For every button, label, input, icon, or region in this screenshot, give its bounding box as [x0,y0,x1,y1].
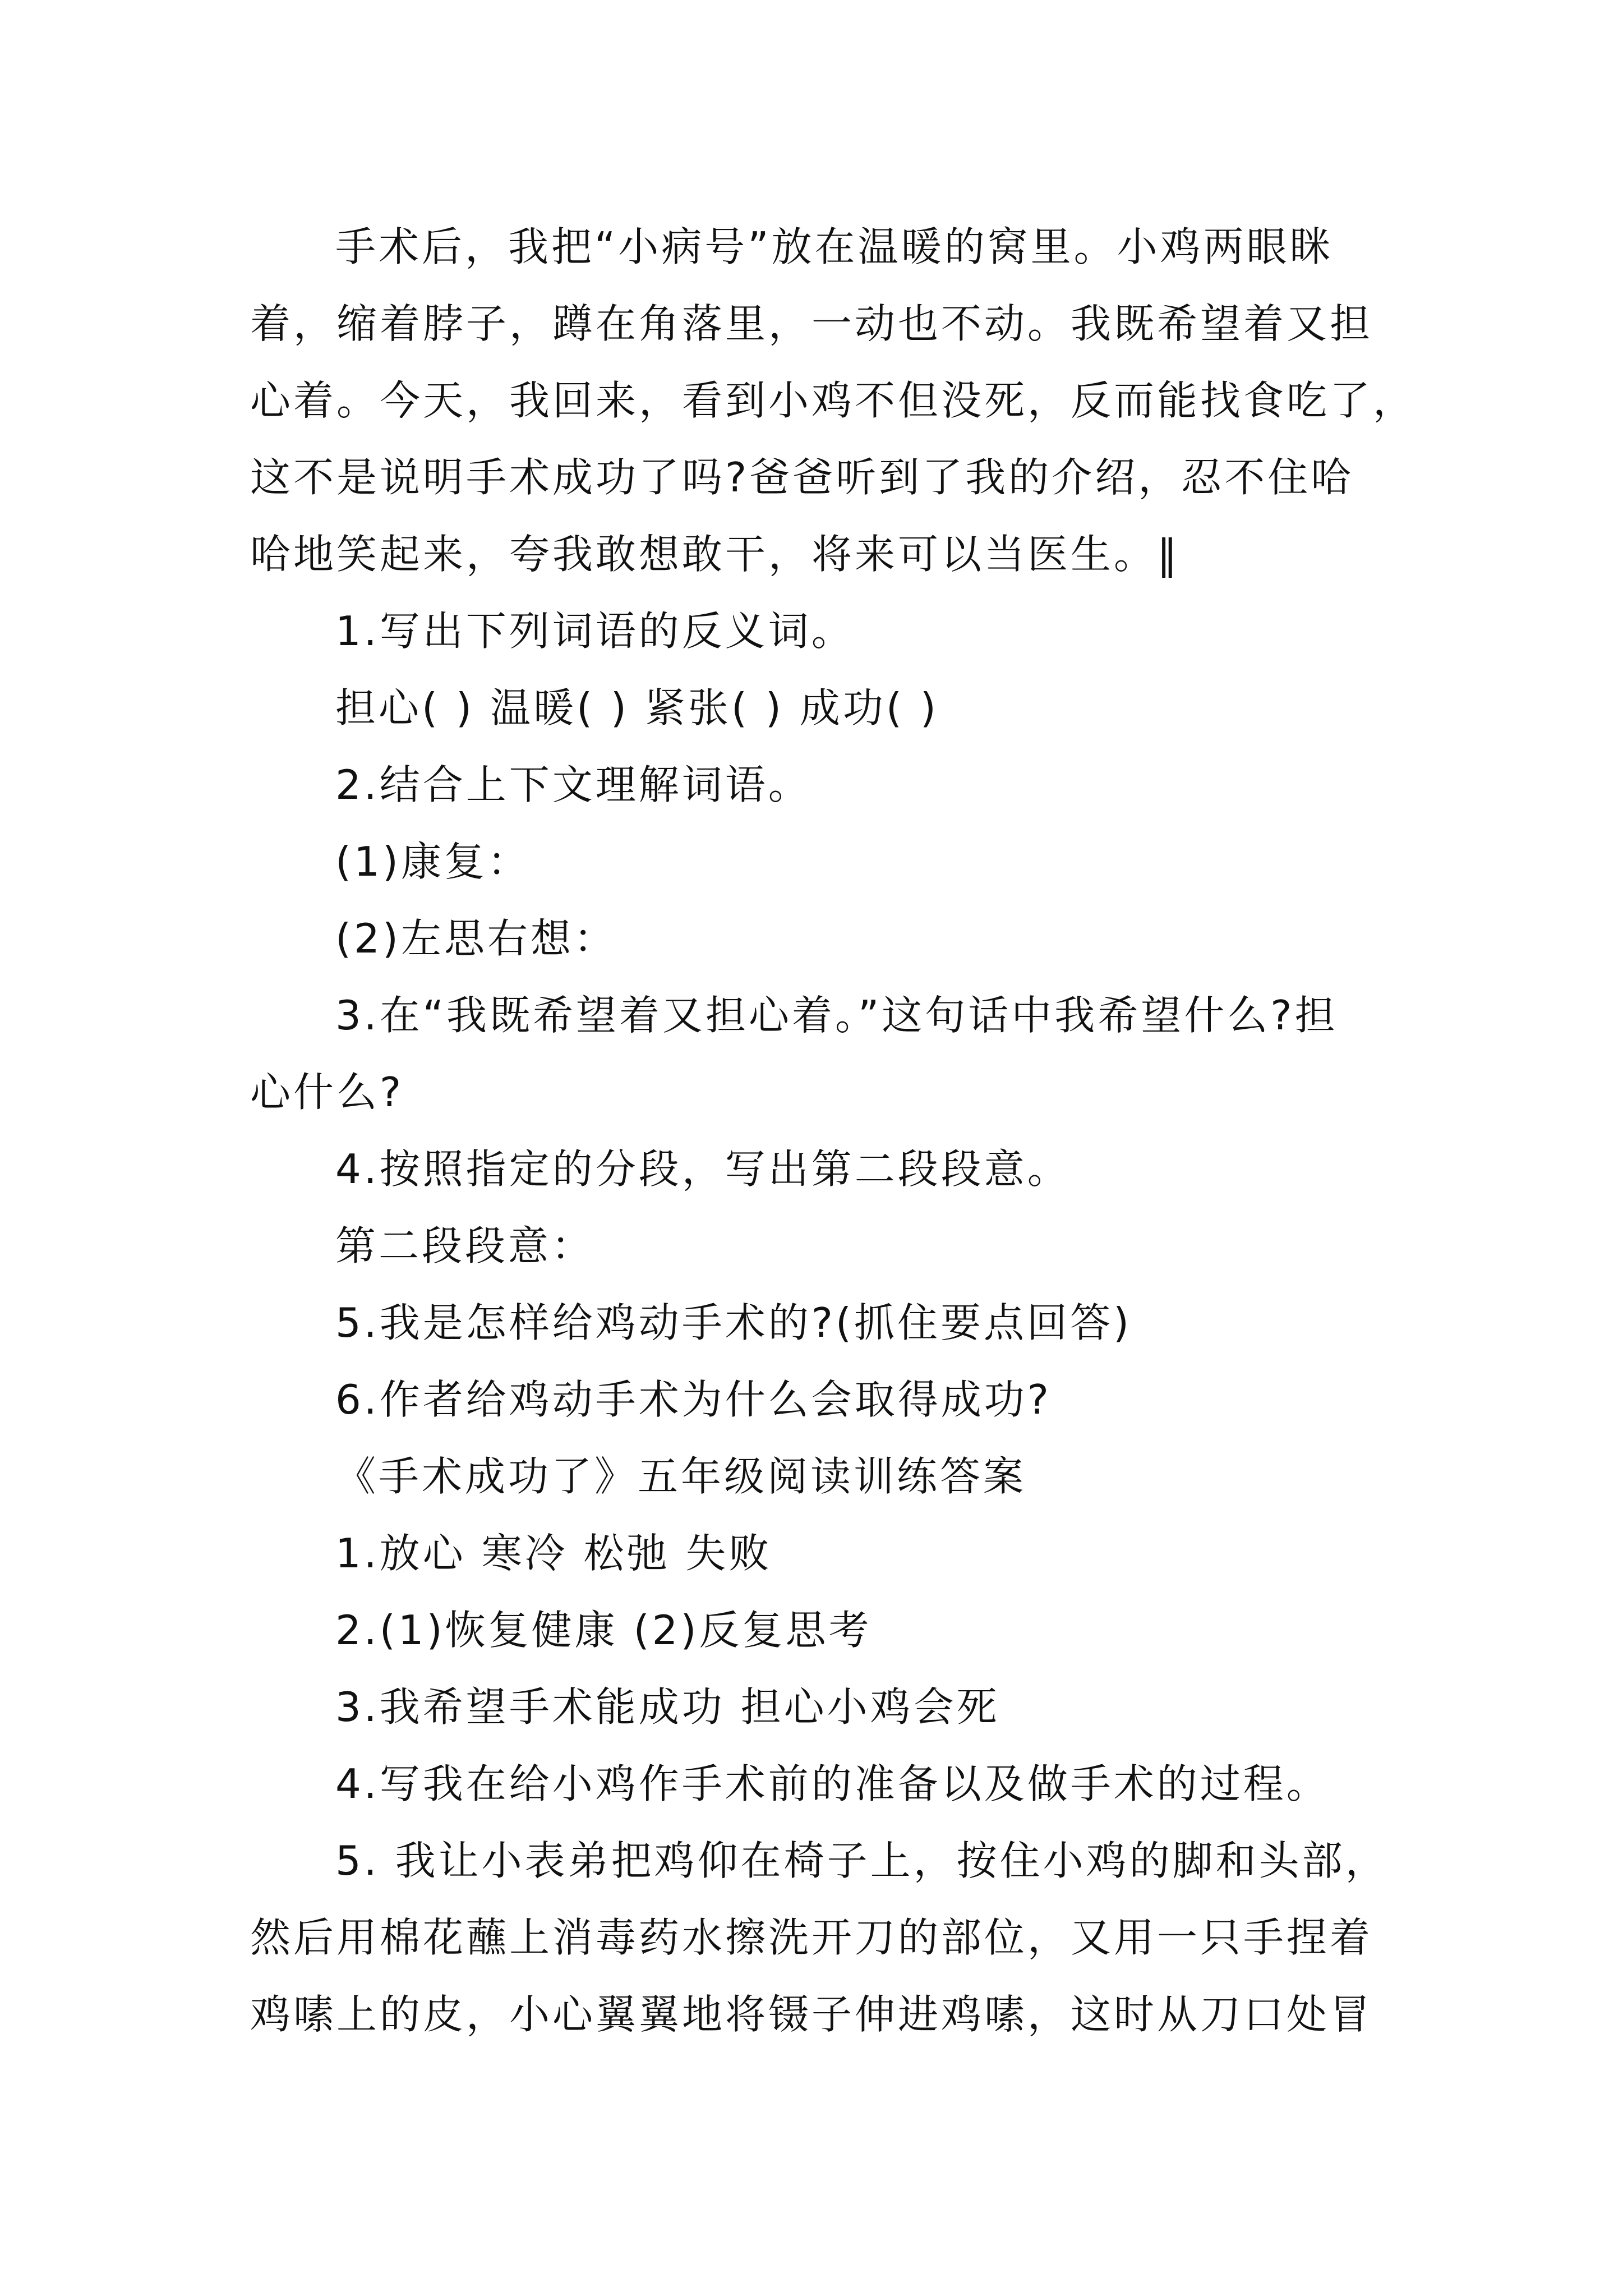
paragraph-line: 手术后，我把“小病号”放在温暖的窝里。小鸡两眼眯 [335,223,1333,270]
question-line: 1.写出下列词语的反义词。 [335,608,855,655]
answer-line: 然后用棉花蘸上消毒药水擦洗开刀的部位，又用一只手捏着 [250,1914,1373,1961]
question-line: (1)康复： [335,838,531,885]
answer-line: 1.放心 寒冷 松弛 失败 [335,1530,772,1577]
paragraph-line: 这不是说明手术成功了吗?爸爸听到了我的介绍，忍不住哈 [250,454,1354,501]
question-line: 心什么? [250,1069,404,1116]
question-line: 2.结合上下文理解词语。 [335,761,811,808]
question-line: (2)左思右想： [335,915,617,962]
answer-line: 3.我希望手术能成功 担心小鸡会死 [335,1683,1000,1731]
question-line: 3.在“我既希望着又担心着。”这句话中我希望什么?担 [335,992,1338,1039]
answer-line: 2.(1)恢复健康 (2)反复思考 [335,1607,872,1654]
question-line: 6.作者给鸡动手术为什么会取得成功? [335,1376,1052,1423]
question-line: 4.按照指定的分段，写出第二段段意。 [335,1145,1071,1193]
answer-heading: 《手术成功了》五年级阅读训练答案 [335,1453,1027,1500]
question-line: 第二段段意： [335,1222,595,1269]
answer-line: 4.写我在给小鸡作手术前的准备以及做手术的过程。 [335,1760,1330,1807]
paragraph-line: 心着。今天，我回来，看到小鸡不但没死，反而能找食吃了， [250,377,1417,424]
question-line: 5.我是怎样给鸡动手术的?(抓住要点回答) [335,1299,1132,1346]
document-body [250,209,1417,2053]
answer-line: 鸡嗉上的皮，小心翼翼地将镊子伸进鸡嗉，这时从刀口处冒 [250,1991,1373,2038]
paragraph-line: 着，缩着脖子，蹲在角落里，一动也不动。我既希望着又担 [250,300,1373,347]
question-line: 担心( ) 温暖( ) 紧张( ) 成功( ) [335,684,939,731]
paragraph-line: 哈地笑起来，夸我敢想敢干，将来可以当医生。‖ [250,531,1181,578]
answer-line: 5. 我让小表弟把鸡仰在椅子上，按住小鸡的脚和头部， [335,1837,1389,1884]
